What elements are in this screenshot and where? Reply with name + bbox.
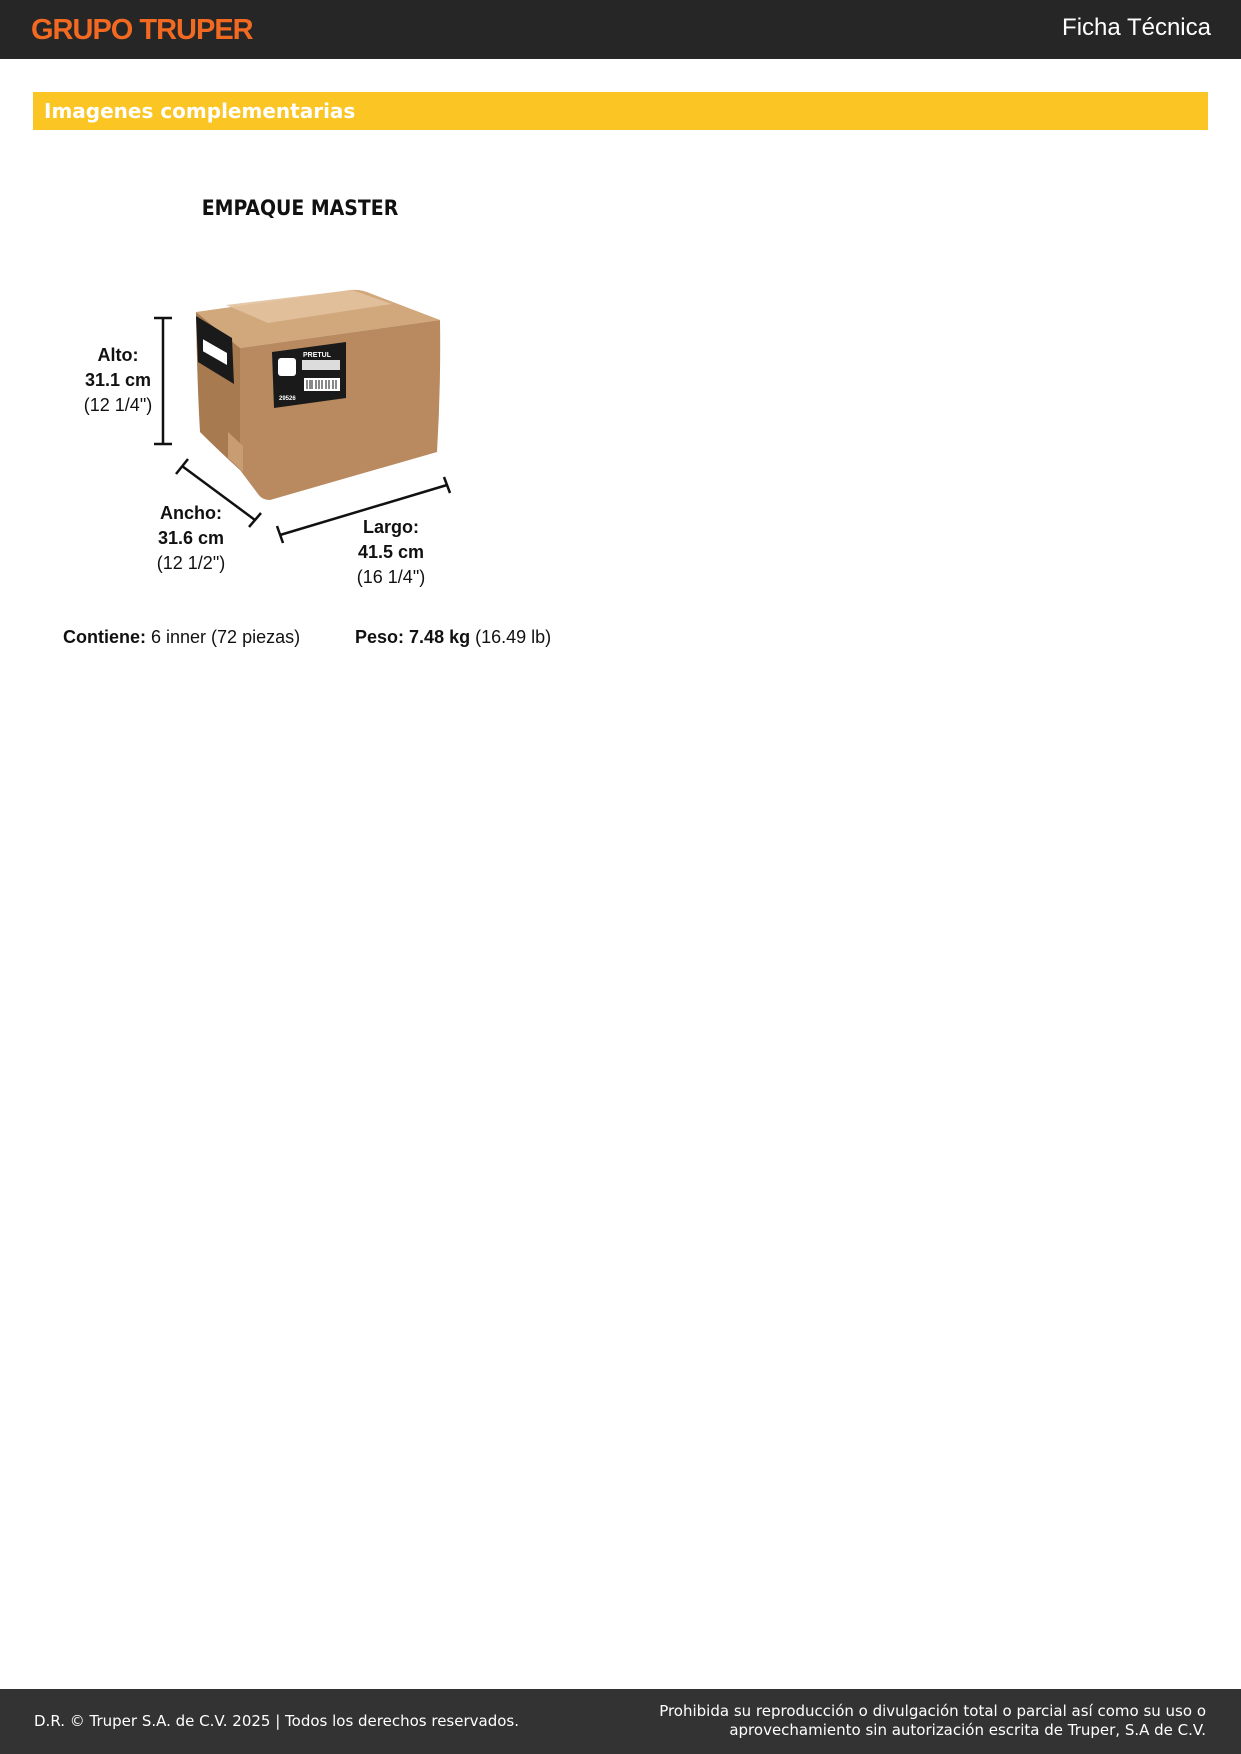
alto-label: Alto: 31.1 cm (12 1/4") [83, 345, 153, 415]
ancho-label: Ancho: 31.6 cm (12 1/2") [156, 503, 226, 573]
legal-notice: Prohibida su reproducción o divulgación total o parcial así como su uso o aprovechamiento sin autorización escrita de Truper, S.A de C.V. [659, 1702, 1206, 1739]
peso-summary: Peso: 7.48 kg (16.49 lb) [355, 627, 552, 647]
box-label-code: 29526 [279, 396, 296, 402]
section-title: Imagenes complementarias [44, 99, 356, 123]
package-title: EMPAQUE MASTER [201, 196, 399, 220]
page-footer [0, 1689, 1241, 1754]
copyright-text: D.R. © Truper S.A. de C.V. 2025 | Todos los derechos reservados. [34, 1712, 519, 1730]
largo-label: Largo: 41.5 cm (16 1/4") [356, 517, 426, 587]
truper-logo: GRUPO TRUPER [31, 14, 253, 46]
page-title: Ficha Técnica [1062, 14, 1211, 41]
box-label-brand: PRETUL [303, 352, 331, 359]
box-illustration [0, 0, 520, 560]
contiene-summary: Contiene: 6 inner (72 piezas) [63, 627, 301, 647]
